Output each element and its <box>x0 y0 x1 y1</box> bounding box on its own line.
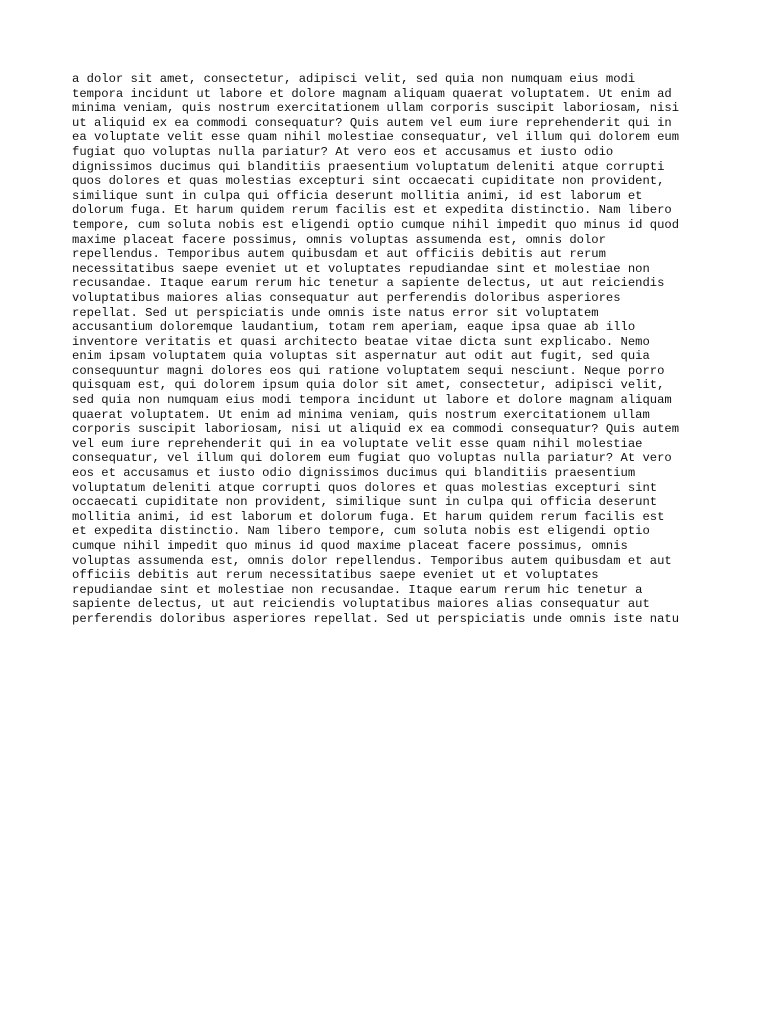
text-line: ea voluptate velit esse quam nihil molestiae consequatur, vel illum qui dolorem eum <box>72 130 680 145</box>
text-line: corporis suscipit laboriosam, nisi ut aliquid ex ea commodi consequatur? Quis autem <box>72 422 680 437</box>
text-line: repellat. Sed ut perspiciatis unde omnis iste natus error sit voluptatem <box>72 305 599 320</box>
text-line: cumque nihil impedit quo minus id quod maxime placeat facere possimus, omnis <box>72 539 628 553</box>
text-line: similique sunt in culpa qui officia deserunt mollitia animi, id est laborum et <box>72 188 643 203</box>
text-line: vel eum iure reprehenderit qui in ea voluptate velit esse quam nihil molestiae <box>72 436 643 451</box>
text-line: minima veniam, quis nostrum exercitationem ullam corporis suscipit laboriosam, nisi <box>72 101 680 116</box>
text-line: inventore veritatis et quasi architecto beatae vitae dicta sunt explicabo. Nemo <box>72 334 650 349</box>
text-line: officiis debitis aut rerum necessitatibus saepe eveniet ut et voluptates <box>72 568 599 583</box>
text-line: voluptatibus maiores alias consequatur aut perferendis doloribus asperiores <box>72 290 621 305</box>
text-line: accusantium doloremque laudantium, totam rem aperiam, eaque ipsa quae ab illo <box>72 320 636 335</box>
text-line: dignissimos ducimus qui blanditiis praesentium voluptatum deleniti atque corrupti <box>72 159 665 174</box>
text-line: consequatur, vel illum qui dolorem eum fugiat quo voluptas nulla pariatur? At vero <box>72 451 672 466</box>
text-line: tempore, cum soluta nobis est eligendi optio cumque nihil impedit quo minus id quod <box>72 217 680 232</box>
text-line: occaecati cupiditate non provident, similique sunt in culpa qui officia deserunt <box>72 495 658 510</box>
text-line: sapiente delectus, ut aut reiciendis voluptatibus maiores alias consequatur aut <box>72 597 650 612</box>
text-line: consequuntur magni dolores eos qui ratione voluptatem sequi nesciunt. Neque porro <box>72 363 665 378</box>
body-text <box>72 72 712 627</box>
text-line: recusandae. Itaque earum rerum hic tenetur a sapiente delectus, ut aut reiciendis <box>72 276 665 291</box>
text-line: voluptas assumenda est, omnis dolor repellendus. Temporibus autem quibusdam et aut <box>72 553 672 568</box>
text-line: fugiat quo voluptas nulla pariatur? At vero eos et accusamus et iusto odio <box>72 144 614 159</box>
text-line: a dolor sit amet, consectetur, adipisci velit, sed quia non numquam eius modi <box>72 72 636 86</box>
text-line: eos et accusamus et iusto odio dignissimos ducimus qui blanditiis praesentium <box>72 466 636 481</box>
text-line: voluptatum deleniti atque corrupti quos dolores et quas molestias excepturi sint <box>72 480 658 495</box>
text-line: mollitia animi, id est laborum et dolorum fuga. Et harum quidem rerum facilis est <box>72 509 665 524</box>
text-line: et expedita distinctio. Nam libero tempore, cum soluta nobis est eligendi optio <box>72 524 650 539</box>
text-line: repudiandae sint et molestiae non recusandae. Itaque earum rerum hic tenetur a <box>72 582 643 597</box>
text-line: quos dolores et quas molestias excepturi sint occaecati cupiditate non provident, <box>72 174 665 189</box>
text-line: sed quia non numquam eius modi tempora incidunt ut labore et dolore magnam aliquam <box>72 393 672 408</box>
text-line: quisquam est, qui dolorem ipsum quia dolor sit amet, consectetur, adipisci velit, <box>72 378 665 393</box>
text-line: maxime placeat facere possimus, omnis voluptas assumenda est, omnis dolor <box>72 232 606 247</box>
text-line: dolorum fuga. Et harum quidem rerum facilis est et expedita distinctio. Nam libero <box>72 203 672 218</box>
text-line: ut aliquid ex ea commodi consequatur? Quis autem vel eum iure reprehenderit qui in <box>72 115 672 130</box>
text-line: quaerat voluptatem. Ut enim ad minima veniam, quis nostrum exercitationem ullam <box>72 407 650 422</box>
text-line: perferendis doloribus asperiores repellat. Sed ut perspiciatis unde omnis iste natu <box>72 611 680 626</box>
text-line: tempora incidunt ut labore et dolore magnam aliquam quaerat voluptatem. Ut enim ad <box>72 86 672 101</box>
text-line: necessitatibus saepe eveniet ut et voluptates repudiandae sint et molestiae non <box>72 261 650 276</box>
text-line: enim ipsam voluptatem quia voluptas sit aspernatur aut odit aut fugit, sed quia <box>72 349 650 364</box>
text-line: repellendus. Temporibus autem quibusdam et aut officiis debitis aut rerum <box>72 247 606 262</box>
